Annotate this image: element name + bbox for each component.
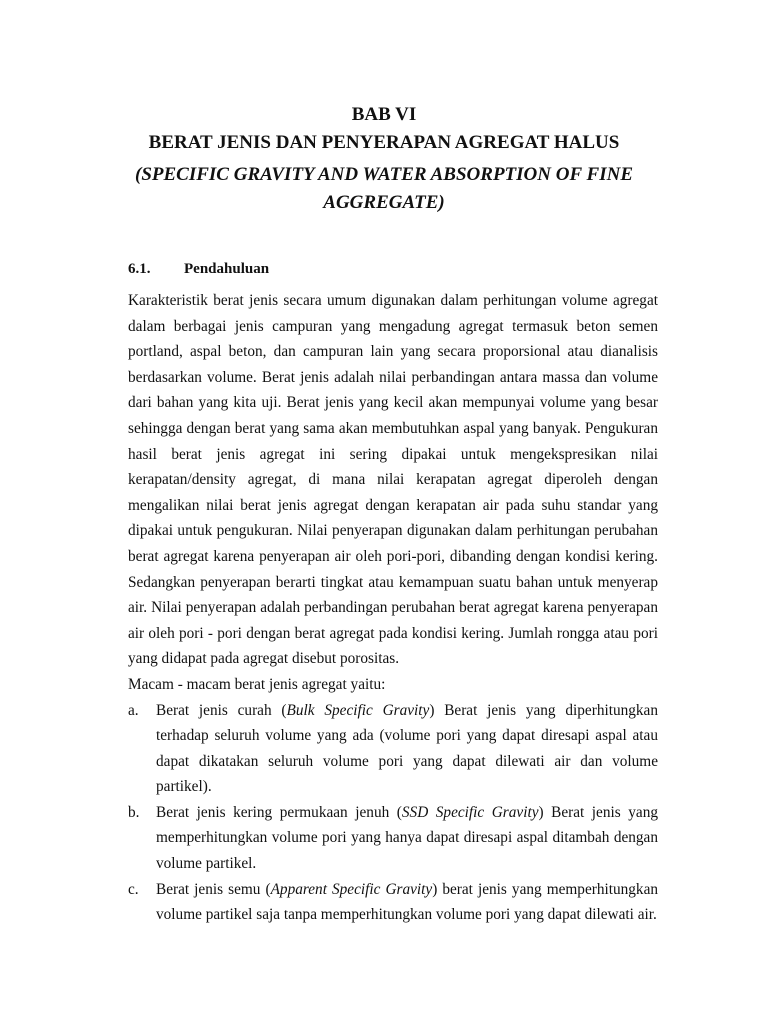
list-item-text-after: ) Berat jenis yang memperhitungkan volume pori yang hanya dapat diresapi aspal ditambah dengan volume partikel.	[156, 803, 658, 873]
chapter-subtitle-line-1: (SPECIFIC GRAVITY AND WATER ABSORPTION OF FINE	[135, 164, 633, 185]
list-item-text-before: Berat jenis semu (	[156, 880, 271, 898]
list-item-term: Apparent Specific Gravity	[270, 880, 433, 898]
list-item-term: Bulk Specific Gravity	[286, 701, 430, 719]
list-item-text-after: ) berat jenis yang memperhitungkan volume partikel saja tanpa memperhitungkan volume pori yang dapat dilewati air.	[156, 880, 659, 924]
list-marker: a.	[128, 701, 139, 719]
list-item-text-after: ) Berat jenis yang diperhitungkan terhadap seluruh volume yang ada (volume pori yang dapat diresapi aspal atau dapat dikatakan seluruh volume pori yang dapat dilewati air dan volume partikel).	[156, 701, 658, 796]
list-item-term: SSD Specific Gravity	[401, 803, 539, 821]
list-item-text	[156, 800, 658, 877]
list-item-text	[156, 698, 658, 800]
section-number: 6.1.	[128, 261, 151, 277]
list-intro: Macam - macam berat jenis agregat yaitu:	[128, 675, 386, 693]
section-title: Pendahuluan	[184, 261, 270, 277]
list-item-text-before: Berat jenis curah (	[156, 701, 287, 719]
list-marker: c.	[128, 880, 139, 898]
chapter-title: BERAT JENIS DAN PENYERAPAN AGREGAT HALUS	[148, 132, 620, 153]
chapter-heading: BAB VI	[351, 104, 417, 125]
list-item	[128, 698, 658, 800]
list-item	[128, 877, 658, 928]
section-heading	[128, 258, 269, 280]
list-item-text-before: Berat jenis kering permukaan jenuh (	[156, 803, 402, 821]
section-body	[128, 288, 658, 928]
list-marker: b.	[128, 803, 140, 821]
list-item-text	[156, 877, 658, 928]
list-item	[128, 800, 658, 877]
chapter-subtitle-line-2: AGGREGATE)	[323, 192, 445, 213]
intro-paragraph: Karakteristik berat jenis secara umum digunakan dalam perhitungan volume agregat dalam berbagai jenis campuran yang mengadung agregat termasuk beton semen portland, aspal beton, dan campuran lain yang secara proporsional atau dianalisis berdasarkan volume. Berat jenis adalah nilai perbandingan antara massa dan volume dari bahan yang kita uji. Berat jenis yang kecil akan mempunyai volume yang besar sehingga dengan berat yang sama akan membutuhkan aspal yang banyak. Pengukuran hasil berat jenis agregat ini sering dipakai untuk mengekspresikan nilai kerapatan/density agregat, di mana nilai kerapatan agregat diperoleh dengan mengalikan nilai berat jenis agregat dengan kerapatan air pada suhu standar yang dipakai untuk pengukuran. Nilai penyerapan digunakan dalam perhitungan perubahan berat agregat karena penyerapan air oleh pori-pori, dibanding dengan kondisi kering. Sedangkan penyerapan berarti tingkat atau kemampuan suatu bahan untuk menyerap air. Nilai penyerapan adalah perbandingan perubahan berat agregat karena penyerapan air oleh pori - pori dengan berat agregat pada kondisi kering. Jumlah rongga atau pori yang didapat pada agregat disebut porositas.	[128, 292, 658, 668]
